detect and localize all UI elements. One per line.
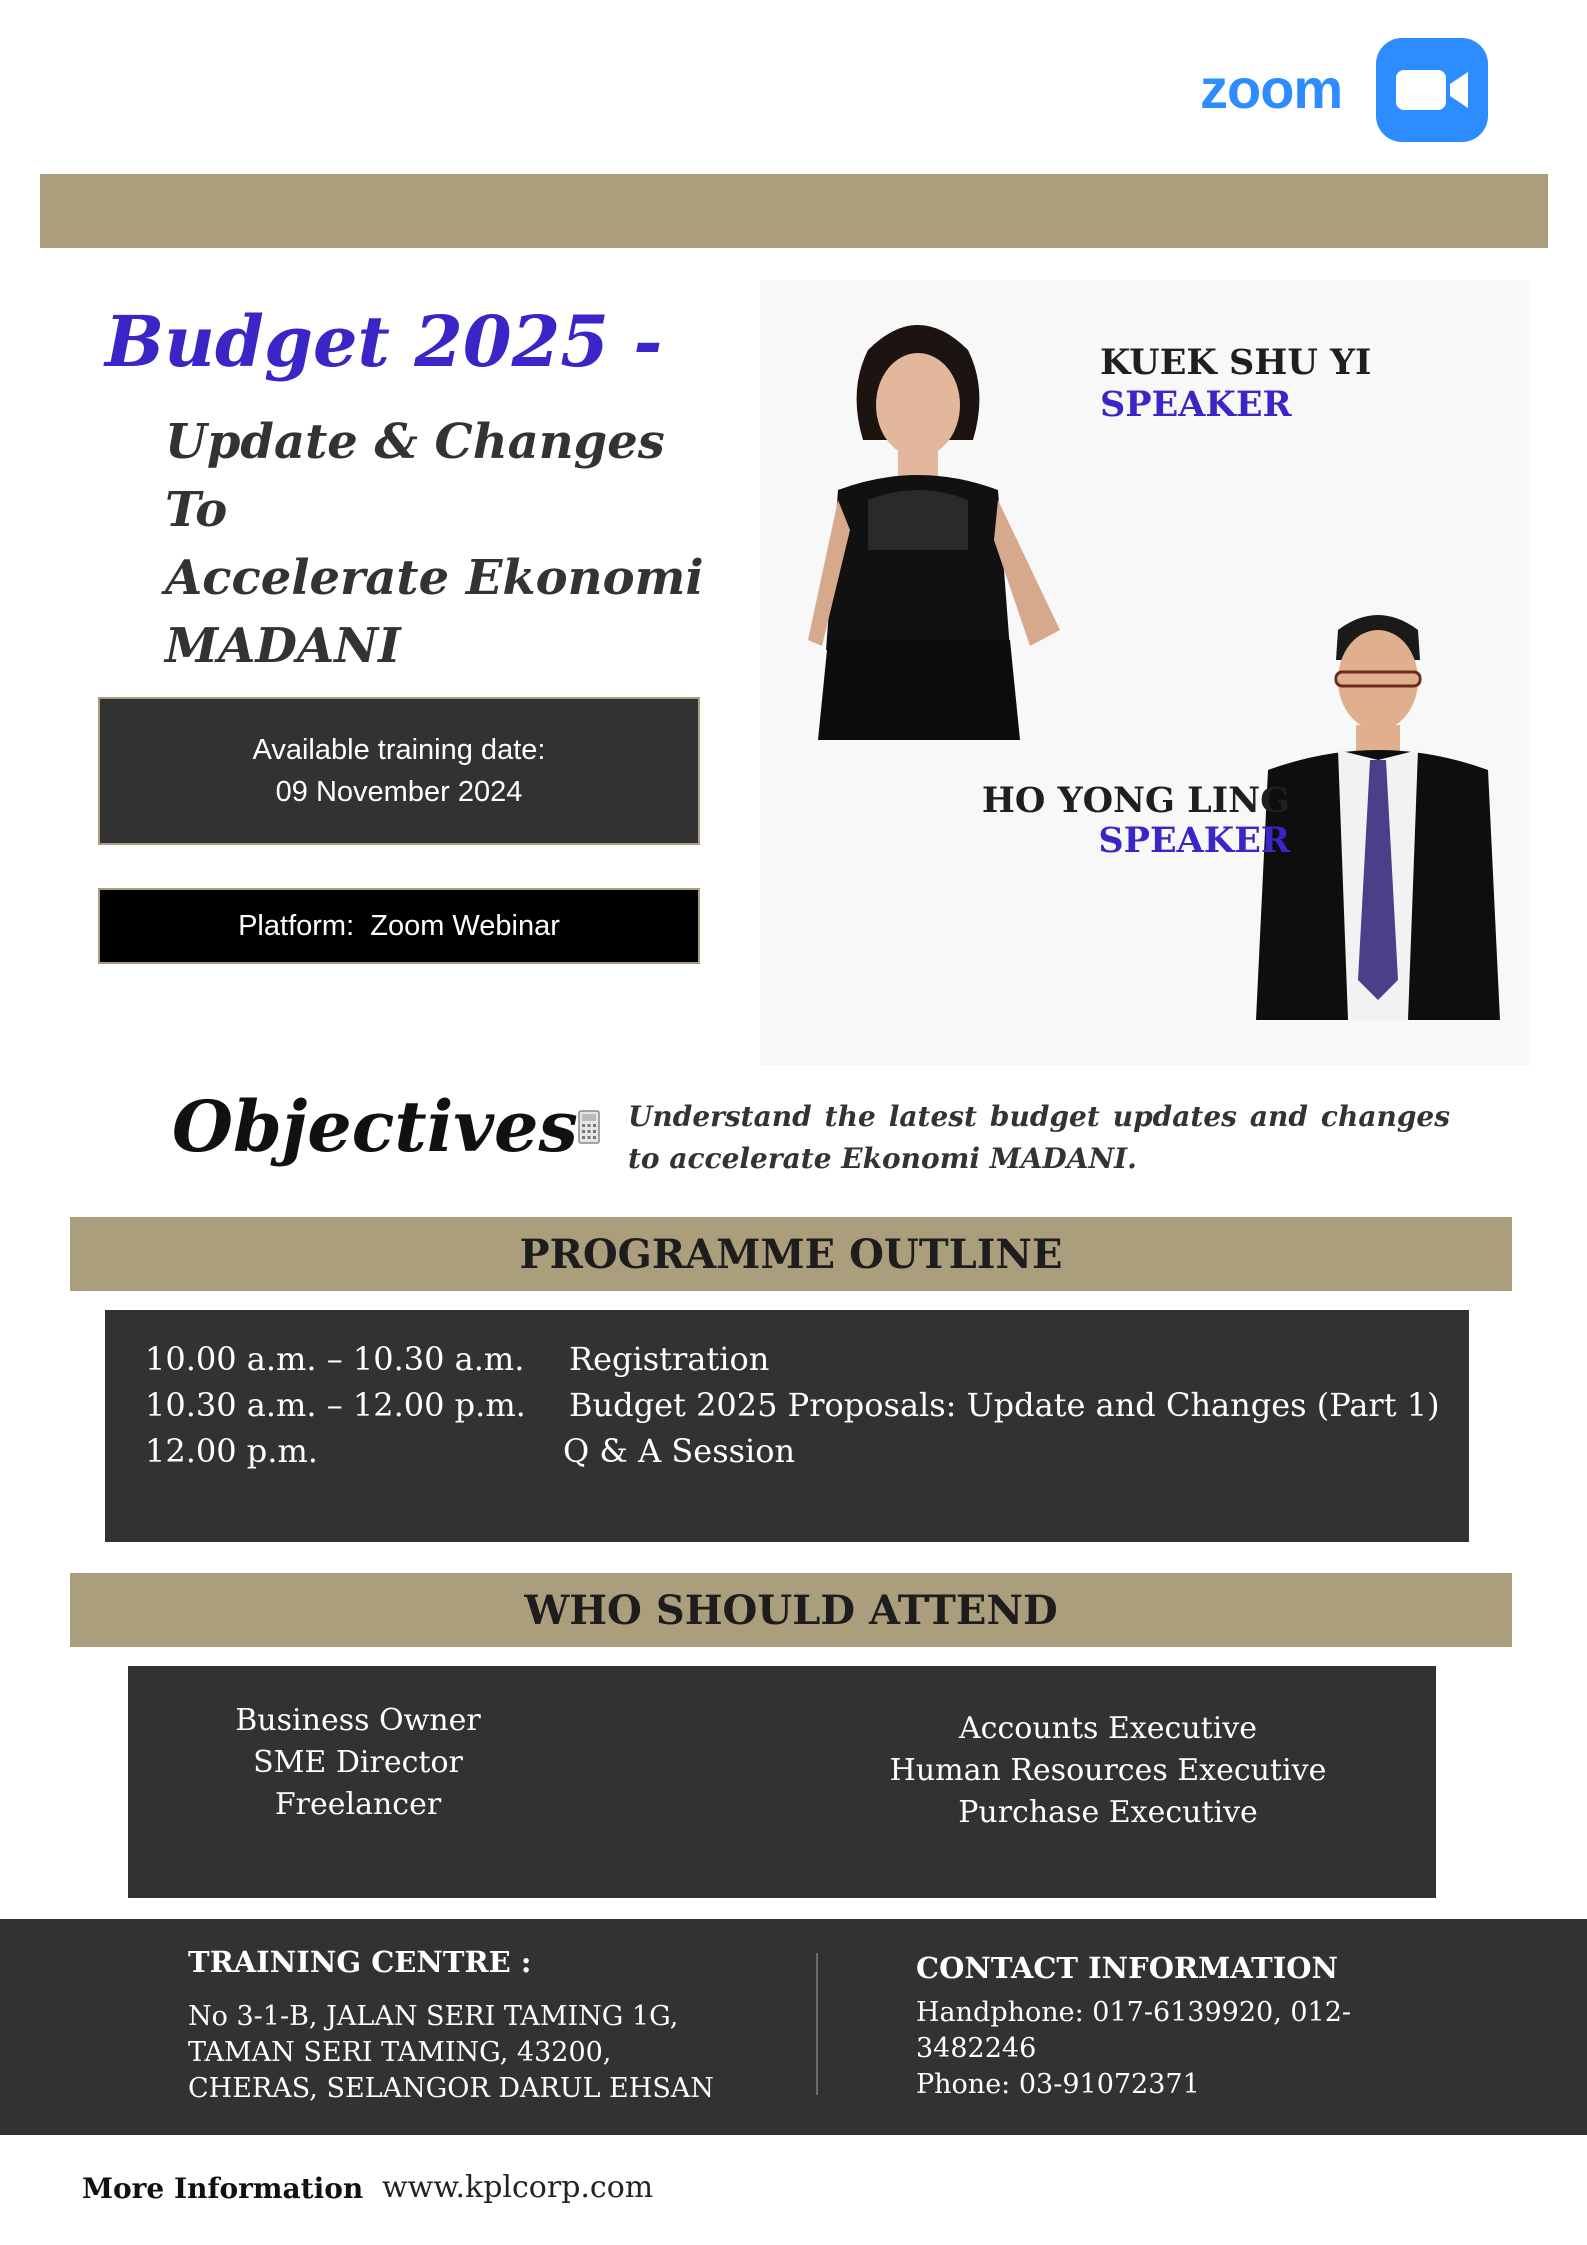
- website-link[interactable]: www.kplcorp.com: [382, 2170, 654, 2205]
- attend-list-right: [868, 1708, 1348, 1834]
- row-time: 10.30 a.m. – 12.00 p.m.: [145, 1386, 526, 1424]
- zoom-logo: [1200, 38, 1490, 142]
- subtitle-line: Update & Changes To: [165, 414, 665, 538]
- speaker-photo-kuek-shu-yi: [798, 310, 1068, 740]
- who-should-attend-heading: WHO SHOULD ATTEND: [70, 1573, 1512, 1647]
- contact-heading: CONTACT INFORMATION: [916, 1951, 1339, 1985]
- training-centre-heading: TRAINING CENTRE :: [188, 1945, 532, 1979]
- objectives-heading: Objectives: [172, 1085, 578, 1168]
- row-desc: Q & A Session: [563, 1432, 796, 1470]
- speaker-role-1: SPEAKER: [1100, 384, 1292, 425]
- row-desc: Registration: [569, 1340, 770, 1378]
- training-centre-address: [188, 1999, 714, 2107]
- list-item: Human Resources Executive: [889, 1753, 1327, 1788]
- who-should-attend-box: [128, 1666, 1436, 1898]
- address-line: TAMAN SERI TAMING, 43200,: [188, 2037, 612, 2068]
- list-item: SME Director: [253, 1745, 463, 1780]
- subtitle-line: Accelerate Ekonomi: [165, 550, 704, 606]
- training-date-value: 09 November 2024: [275, 776, 523, 808]
- row-desc: Budget 2025 Proposals: Update and Changes (Part 1): [569, 1386, 1440, 1424]
- calculator-icon: [578, 1110, 600, 1144]
- subtitle-line: MADANI: [165, 618, 401, 674]
- list-item: Freelancer: [274, 1787, 442, 1822]
- speaker-role-2: SPEAKER: [1098, 820, 1290, 861]
- address-line: No 3-1-B, JALAN SERI TAMING 1G,: [188, 2001, 679, 2032]
- footer: [0, 1919, 1587, 2135]
- page-title: Budget 2025 -: [105, 300, 663, 383]
- list-item: Purchase Executive: [958, 1795, 1258, 1830]
- footer-divider: [816, 1953, 818, 2095]
- address-line: CHERAS, SELANGOR DARUL EHSAN: [188, 2073, 714, 2104]
- attend-list-left: [188, 1700, 528, 1826]
- contact-line: Phone: 03-91072371: [916, 2069, 1200, 2100]
- training-date-label: Available training date:: [252, 734, 546, 766]
- programme-outline-box: [105, 1310, 1469, 1542]
- contact-line: Handphone: 017-6139920, 012-: [916, 1997, 1352, 2028]
- programme-outline-heading: PROGRAMME OUTLINE: [70, 1217, 1512, 1291]
- zoom-logo-text: zoom: [1200, 57, 1343, 120]
- list-item: Business Owner: [235, 1703, 481, 1738]
- speakers-panel: [760, 280, 1530, 1065]
- more-information-label: More Information: [82, 2172, 364, 2205]
- page-subtitle: [165, 408, 725, 680]
- speaker-name-2: HO YONG LING: [981, 780, 1290, 821]
- top-accent-band: [40, 174, 1548, 248]
- speaker-name-1: KUEK SHU YI: [1100, 342, 1372, 383]
- contact-details: [916, 1995, 1351, 2103]
- row-time: 12.00 p.m.: [145, 1432, 318, 1470]
- objective-text: Understand the latest budget updates and changes to accelerate Ekonomi MADANI.: [628, 1100, 1450, 1175]
- list-item: Accounts Executive: [958, 1711, 1257, 1746]
- contact-line: 3482246: [916, 2033, 1037, 2064]
- zoom-video-camera-icon: [1376, 38, 1488, 142]
- platform-box: Platform: Zoom Webinar: [98, 888, 700, 964]
- row-time: 10.00 a.m. – 10.30 a.m.: [145, 1340, 525, 1378]
- training-date-box: [98, 697, 700, 845]
